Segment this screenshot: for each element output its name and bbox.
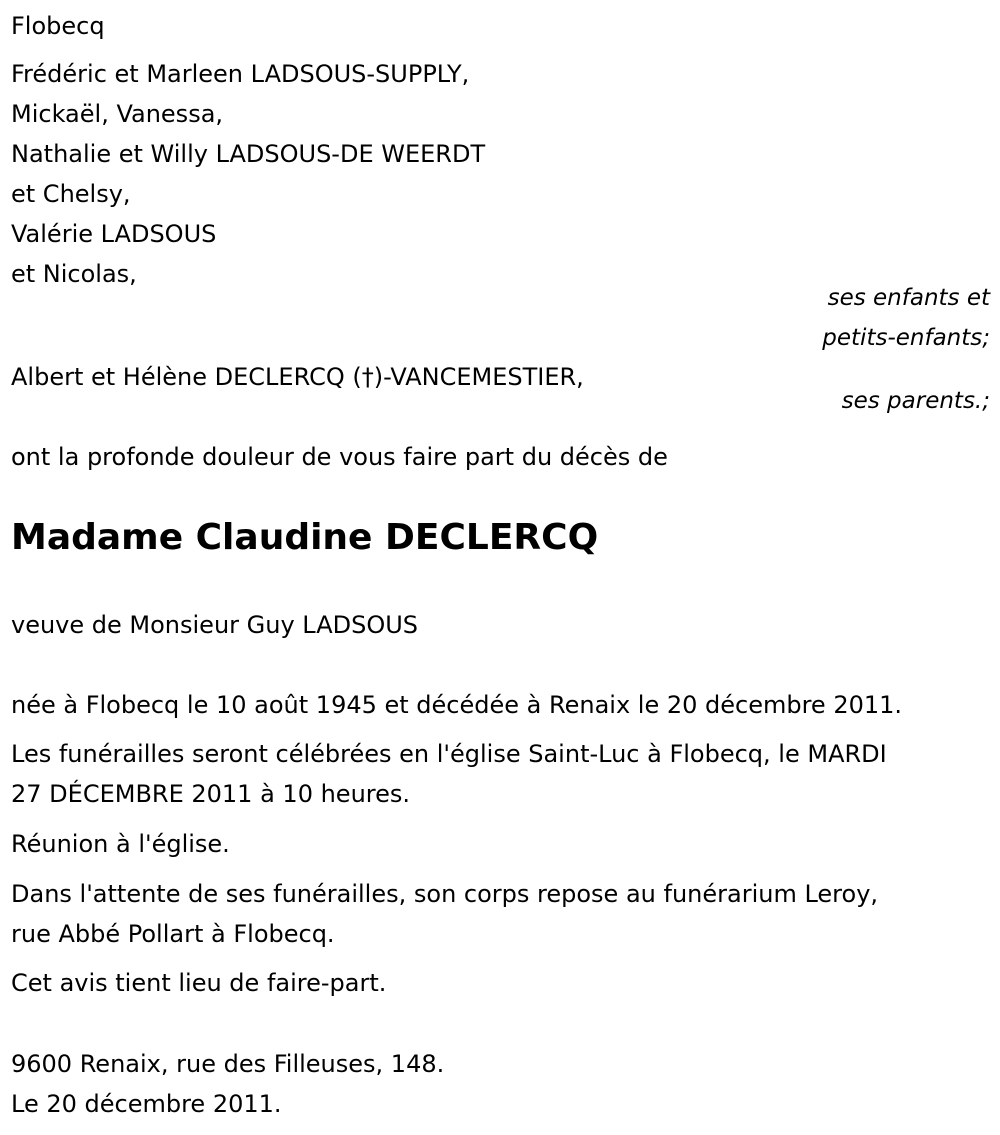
family-line: Nathalie et Willy LADSOUS-DE WEERDT [11, 140, 486, 168]
family-line: et Chelsy, [11, 180, 131, 208]
family-line: Frédéric et Marleen LADSOUS-SUPPLY, [11, 60, 470, 88]
rest-line1: Dans l'attente de ses funérailles, son corps repose au funérarium Leroy, [11, 880, 879, 908]
date-text: Le 20 décembre 2011. [11, 1090, 282, 1118]
parents-line: Albert et Hélène DECLERCQ (†)-VANCEMESTIER, [11, 363, 584, 391]
rest-line2: rue Abbé Pollart à Flobecq. [11, 920, 335, 948]
address-text: 9600 Renaix, rue des Filleuses, 148. [11, 1050, 445, 1078]
notice-text: Cet avis tient lieu de faire-part. [11, 969, 387, 997]
children-role-line1: ses enfants et [827, 285, 990, 311]
family-line: Mickaël, Vanessa, [11, 100, 224, 128]
family-line: et Nicolas, [11, 260, 137, 288]
funeral-line1: Les funérailles seront célébrées en l'église Saint-Luc à Flobecq, le MARDI [11, 740, 887, 768]
birth-death-text: née à Flobecq le 10 août 1945 et décédée à Renaix le 20 décembre 2011. [11, 691, 903, 719]
deceased-name: Madame Claudine DECLERCQ [11, 517, 599, 558]
town-heading: Flobecq [11, 12, 105, 40]
funeral-line2: 27 DÉCEMBRE 2011 à 10 heures. [11, 780, 411, 808]
children-role-line2: petits-enfants; [822, 325, 990, 351]
widow-of-text: veuve de Monsieur Guy LADSOUS [11, 611, 419, 639]
parents-role: ses parents.; [841, 388, 990, 414]
intro-text: ont la profonde douleur de vous faire part du décès de [11, 443, 668, 471]
meeting-text: Réunion à l'église. [11, 830, 230, 858]
family-line: Valérie LADSOUS [11, 220, 217, 248]
